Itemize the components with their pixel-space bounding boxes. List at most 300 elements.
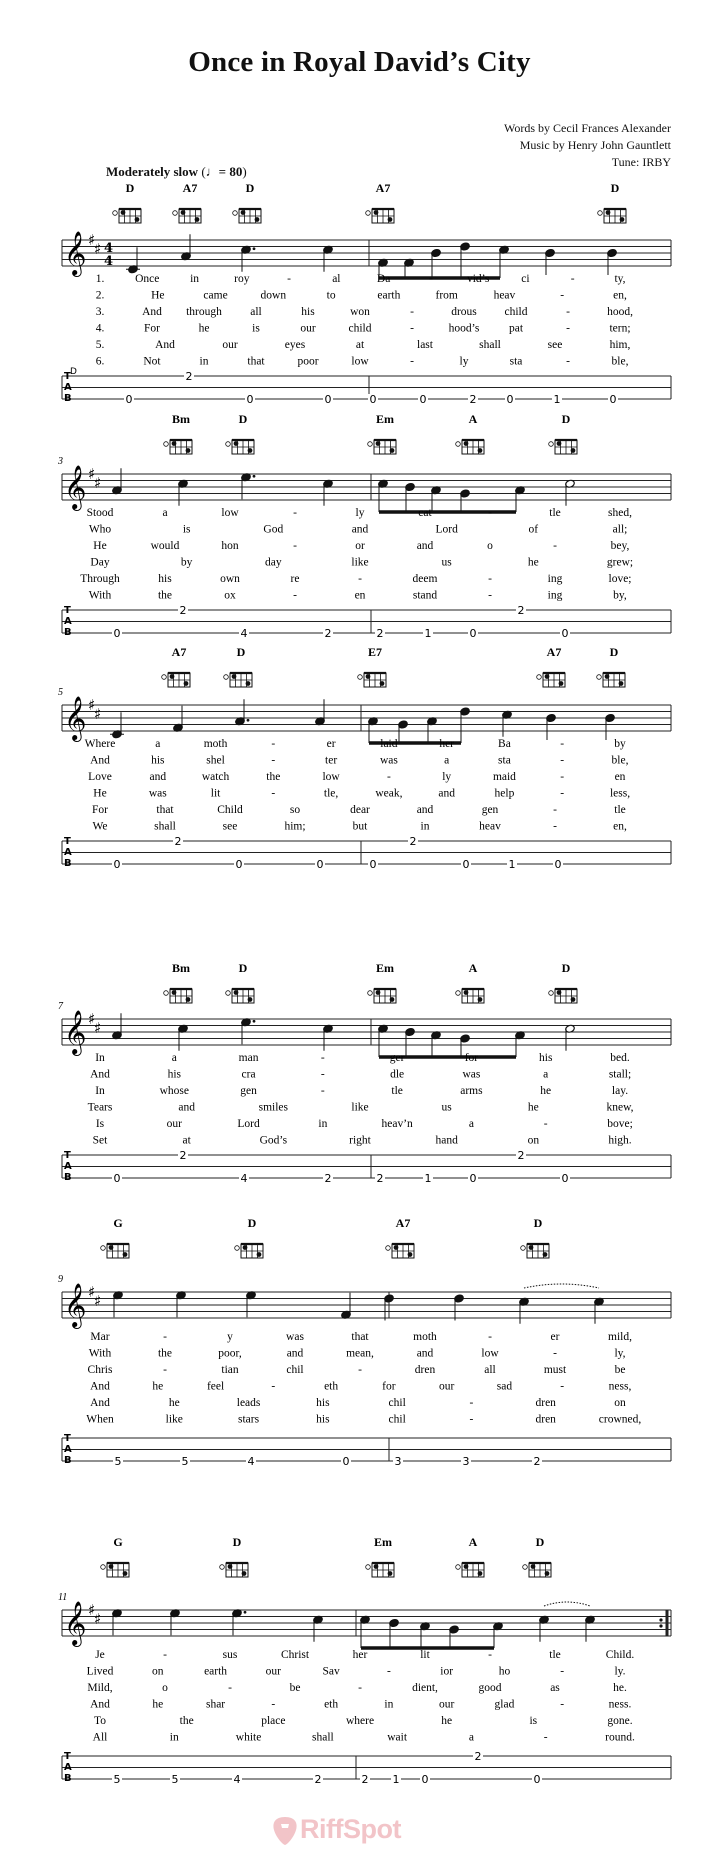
chord-dot-icon [234,990,239,995]
lyric-syllable: his [316,1413,330,1426]
lyric-syllable: as [550,1682,560,1694]
lyric-syllable: vid’s [466,273,490,285]
chord-dot-icon [195,217,200,222]
chord-dot-icon [376,990,381,995]
lyric-syllable: child [504,306,528,318]
tab-label-a: A [64,1161,72,1172]
tab-fret-number: 5 [113,1773,121,1786]
lyric-syllable: wait [387,1731,408,1744]
lyric-syllable: child [348,322,372,335]
lyric-syllable: - [287,273,292,285]
lyric-syllable: weak, [375,787,403,800]
measure-number: 7 [58,1001,63,1012]
chord-name: D [245,181,255,195]
lyric-syllable: heav [493,289,516,302]
lyric-syllable: low [481,1347,499,1360]
tab-label-a: A [64,1762,72,1773]
lyric-syllable: cat [418,507,432,519]
lyric-syllable: in [318,1118,328,1130]
tab-label-a: A [64,382,72,393]
lyric-syllable: he [152,1380,164,1393]
lyric-syllable: in [190,273,200,285]
lyric-syllable: by, [613,589,627,602]
lyric-syllable: Lord [435,523,458,536]
lyric-syllable: - [560,1380,565,1393]
tab-label-t: T [64,1751,71,1762]
tab-fret-number: 0 [554,858,562,871]
tab-fret-number: 3 [462,1455,470,1468]
lyric-syllable: was [148,787,167,800]
lyric-syllable: dient, [412,1682,438,1694]
open-string-icon [537,675,542,680]
lyric-syllable: ior [440,1665,454,1678]
lyric-syllable: the [157,589,173,602]
open-string-icon [226,442,231,447]
lyric-syllable: his [158,573,172,585]
lyric-syllable: He [93,540,107,552]
open-string-icon [235,1246,240,1251]
open-string-icon [523,1565,528,1570]
lyric-syllable: by [180,556,193,569]
tuning-label: D [70,367,77,377]
chord-name: D [533,1216,543,1230]
open-string-icon [368,991,373,996]
tab-fret-number: 0 [469,1172,477,1185]
chord-dot-icon [571,448,576,453]
lyric-syllable: dear [350,804,370,816]
lyric-syllable: at [355,339,365,351]
lyric-syllable: her [439,738,455,750]
dot-icon [253,247,256,250]
lyric-syllable: Once [135,273,160,285]
tab-fret-number: 5 [171,1773,179,1786]
lyric-syllable: For [92,804,108,816]
words-credit: Words by Cecil Frances Alexander [504,121,671,135]
lyric-syllable: God’s [259,1134,288,1147]
tab-fret-number: 0 [342,1455,350,1468]
chord-dot-icon [557,441,562,446]
lyric-syllable: a [162,507,168,519]
open-string-icon [366,1565,371,1570]
lyric-syllable: deem [412,573,438,585]
lyric-syllable: and [438,787,455,800]
lyric-syllable: shar [205,1698,226,1711]
lyric-syllable: - [566,306,570,318]
lyric-syllable: man [238,1052,259,1064]
open-string-icon [164,991,169,996]
lyric-syllable: on [152,1665,164,1678]
lyric-syllable: heav’n [381,1118,413,1130]
lyric-syllable: - [293,507,297,519]
lyric-syllable: his [151,754,165,767]
lyric-syllable: at [182,1134,191,1147]
slur [524,1284,599,1288]
lyric-syllable: must [543,1364,567,1376]
lyric-syllable: help [494,787,515,800]
lyric-syllable: dren [414,1364,436,1376]
lyric-syllable: he [168,1397,180,1409]
lyric-syllable: - [488,589,492,602]
tempo-marking: Moderately slow (♩= 80) [106,164,247,179]
lyric-syllable: - [228,1682,232,1694]
chord-name: Bm [172,412,190,426]
chord-dot-icon [374,1564,379,1569]
lyric-syllable: - [560,1665,565,1678]
lyric-syllable: his [167,1068,181,1081]
lyric-syllable: our [166,1118,182,1130]
lyric-syllable: see [222,820,238,833]
lyric-syllable: shel [206,754,225,767]
lyric-syllable: on [527,1134,540,1147]
lyric-syllable: en [354,589,366,602]
lyric-syllable: place [261,1715,286,1727]
tab-fret-number: 2 [517,604,525,617]
lyric-syllable: came [203,289,228,302]
lyric-syllable: dren [535,1413,556,1426]
lyric-syllable: that [351,1331,369,1343]
tab-fret-number: 1 [424,627,432,640]
lyric-syllable: all [250,306,262,318]
lyric-syllable: eth [324,1698,339,1711]
lyric-syllable: hand [435,1134,458,1147]
lyric-syllable: y [227,1331,233,1343]
tab-fret-number: 2 [361,1773,369,1786]
chord-dot-icon [123,1252,128,1257]
lyric-syllable: shall [479,339,501,351]
lyric-syllable: Love [88,771,112,783]
tab-fret-number: 2 [517,1149,525,1162]
lyric-syllable: - [410,306,414,318]
tab-fret-number: 0 [369,858,377,871]
lyric-syllable: our [222,339,238,351]
lyric-syllable: leads [236,1397,261,1409]
lyric-syllable: maid [492,771,516,783]
lyric-syllable: - [163,1331,167,1343]
tab-label-t: T [64,836,71,847]
chord-name: D [238,412,248,426]
lyric-syllable: And [90,1068,110,1081]
tab-fret-number: 5 [114,1455,122,1468]
treble-clef-icon: 𝄞 [64,696,87,740]
lyric-syllable: - [553,1347,557,1360]
lyric-syllable: shed, [608,507,632,519]
lyric-syllable: - [271,738,276,750]
tab-fret-number: 0 [561,1172,569,1185]
lyric-syllable: God [263,523,284,536]
logo-text: RiffSpot [300,1814,401,1844]
chord-dot-icon [121,210,126,215]
repeat-dot-icon [659,1618,662,1621]
sharp-f-icon: ♯ [88,1601,96,1619]
tab-label-b: B [64,1773,72,1784]
lyric-syllable: shall [154,820,176,833]
lyric-syllable: be [289,1682,301,1694]
lyric-syllable: - [358,1364,362,1376]
open-string-icon [101,1246,106,1251]
tab-label-b: B [64,858,72,869]
chord-name: D [535,1535,545,1549]
chord-dot-icon [559,681,564,686]
lyric-syllable: - [488,507,492,519]
chord-dot-icon [376,441,381,446]
open-string-icon [456,442,461,447]
chord-dot-icon [606,210,611,215]
tempo-bpm: = 80 [218,164,243,179]
chord-dot-icon [248,997,253,1002]
lyric-syllable: Who [88,523,112,536]
lyric-syllable: was [462,1068,481,1081]
lyric-syllable: For [144,322,160,335]
lyric-syllable: mean, [346,1347,374,1360]
tab-fret-number: 0 [561,627,569,640]
lyric-syllable: Day [90,556,110,569]
quarter-note-icon: (♩ [201,164,219,179]
lyric-syllable: the [157,1347,173,1360]
open-string-icon [233,211,238,216]
lyric-syllable: ing [547,589,563,602]
lyric-syllable: he [441,1715,453,1727]
chord-dot-icon [478,1571,483,1576]
lyric-syllable: ly. [614,1665,626,1678]
repeat-dot-icon [659,1624,662,1627]
chord-name: D [232,1535,242,1549]
lyric-syllable: his [539,1052,553,1064]
tab-fret-number: 2 [179,1149,187,1162]
lyric-syllable: his [316,1397,330,1409]
tab-fret-number: 2 [179,604,187,617]
lyric-syllable: And [90,754,110,767]
lyric-syllable: us [441,1101,452,1114]
lyric-syllable: sad [496,1380,513,1393]
lyric-syllable: from [435,289,458,302]
lyric-syllable: Set [92,1134,108,1147]
lyric-syllable: stand [412,589,438,602]
chord-dot-icon [380,681,385,686]
lyric-syllable: chil [286,1364,304,1376]
lyric-syllable: a [155,738,161,750]
lyric-syllable: like [351,556,369,569]
sharp-f-icon: ♯ [88,696,96,714]
lyric-syllable: ing [547,573,563,585]
lyric-syllable: moth [413,1331,437,1343]
riffspot-logo [272,1814,401,1846]
tab-fret-number: 0 [462,858,470,871]
open-string-icon [101,1565,106,1570]
lyric-syllable: 6. [95,355,105,368]
lyric-syllable: in [420,820,430,833]
lyric-syllable: ly [459,355,469,368]
lyric-syllable: stall; [608,1068,632,1081]
open-string-icon [224,675,229,680]
lyric-syllable: he. [613,1682,627,1694]
lyric-syllable: bey, [610,540,630,552]
lyric-syllable: lit [420,1649,430,1661]
tab-label-t: T [64,371,71,382]
open-string-icon [456,1565,461,1570]
chord-dot-icon [464,1564,469,1569]
lyric-syllable: and [178,1101,195,1114]
lyric-syllable: our [438,1380,455,1393]
lyric-syllable: All [92,1731,108,1744]
lyric-syllable: lit [210,787,221,800]
lyric-syllable: bove; [607,1118,633,1130]
lyric-syllable: In [95,1085,105,1097]
time-sig-top: 4 [104,241,114,256]
tab-label-a: A [64,616,72,627]
lyric-syllable: and [416,540,434,552]
lyric-syllable: hood, [607,306,633,318]
chord-dot-icon [246,681,251,686]
chord-name: D [247,1216,257,1230]
lyric-syllable: Mild, [87,1682,113,1694]
open-string-icon [366,211,371,216]
lyric-syllable: like [351,1101,369,1114]
open-string-icon [456,991,461,996]
chord-dot-icon [388,217,393,222]
lyric-syllable: Je [95,1649,105,1661]
treble-clef-icon: 𝄞 [64,1010,87,1054]
chord-dot-icon [241,210,246,215]
tab-label-t: T [64,1150,71,1161]
lyric-syllable: - [553,804,557,816]
lyric-syllable: like [165,1413,183,1426]
lyric-syllable: is [529,1715,538,1727]
lyric-syllable: he [540,1085,552,1097]
chord-dot-icon [109,1245,114,1250]
lyric-syllable: dren [535,1397,556,1409]
chord-name: D [238,961,248,975]
chord-name: A [468,1535,478,1549]
lyric-syllable: en, [613,289,627,302]
lyric-syllable: Lived [86,1665,114,1678]
lyric-syllable: crowned, [598,1413,642,1426]
tab-fret-number: 2 [376,1172,384,1185]
lyric-syllable: - [410,322,414,335]
lyric-syllable: for [382,1380,396,1393]
lyric-syllable: stars [238,1413,260,1426]
tab-fret-number: 0 [113,627,121,640]
lyric-syllable: sta [498,754,511,767]
tab-fret-number: 0 [316,858,324,871]
lyric-syllable: Where [84,738,116,750]
lyric-syllable: - [553,540,557,552]
lyric-syllable: poor, [218,1347,242,1360]
lyric-syllable: all [484,1364,496,1376]
lyric-syllable: a [444,754,450,767]
lyric-syllable: - [163,1364,167,1376]
chord-name: D [125,181,135,195]
lyric-syllable: ble, [611,355,629,368]
lyric-syllable: 2. [95,289,105,302]
lyric-syllable: With [88,1347,112,1360]
tab-fret-number: 2 [474,1750,482,1763]
lyric-syllable: Lord [237,1118,260,1130]
chord-dot-icon [545,1571,550,1576]
lyric-syllable: When [86,1413,114,1426]
treble-clef-icon: 𝄞 [64,1601,87,1645]
lyric-syllable: chil [388,1397,406,1409]
lyric-syllable: low [351,355,369,368]
chord-dot-icon [557,990,562,995]
lyric-syllable: round. [605,1731,635,1744]
lyric-syllable: eyes [284,339,306,351]
tab-fret-number: 0 [609,393,617,406]
lyric-syllable: - [163,1649,167,1661]
lyric-syllable: eth [324,1380,339,1393]
lyric-syllable: was [379,754,398,767]
lyric-syllable: - [560,1698,565,1711]
lyric-syllable: hood’s [448,322,480,335]
chord-name: D [561,961,571,975]
chord-dot-icon [186,448,191,453]
tab-label-b: B [64,1172,72,1183]
lyric-syllable: ble, [611,754,629,767]
lyric-syllable: - [469,1397,474,1409]
chord-name: D [609,645,619,659]
lyric-syllable: gen [240,1085,257,1097]
lyric-syllable: al [332,273,341,285]
open-string-icon [597,675,602,680]
chord-dot-icon [135,217,140,222]
tab-label-t: T [64,605,71,616]
lyric-syllable: the [179,1715,194,1727]
lyric-syllable: or [355,540,365,552]
chord-name: D [236,645,246,659]
lyric-syllable: our [300,322,316,335]
lyric-syllable: but [352,820,368,833]
lyric-syllable: him; [284,820,306,833]
lyric-syllable: a [543,1068,549,1081]
lyric-syllable: - [560,738,565,750]
lyric-syllable: tle [391,1085,403,1097]
dot-icon [253,1020,256,1023]
lyric-syllable: so [289,804,301,816]
tab-fret-number: 4 [240,627,248,640]
tab-label-a: A [64,1444,72,1455]
lyric-syllable: - [386,1665,391,1678]
lyric-syllable: - [560,754,565,767]
lyric-syllable: watch [201,771,230,783]
lyric-syllable: - [488,573,492,585]
lyric-syllable: tle [549,507,561,519]
tab-fret-number: 0 [419,393,427,406]
lyric-syllable: poor [297,355,319,368]
chord-name: A [468,412,478,426]
lyric-syllable: down [260,289,287,302]
lyric-syllable: hon [221,540,239,552]
lyric-syllable: - [386,771,391,783]
lyric-syllable: Ba [498,738,511,750]
tab-fret-number: 1 [553,393,561,406]
sharp-c-icon: ♯ [94,1610,102,1628]
tab-fret-number: 5 [181,1455,189,1468]
lyric-syllable: ox [224,589,236,602]
chord-dot-icon [228,1564,233,1569]
lyric-syllable: right [349,1134,371,1147]
chord-dot-icon [545,674,550,679]
chord-name: D [610,181,620,195]
lyric-syllable: tle [549,1649,561,1661]
chord-name: E7 [367,645,383,659]
tab-fret-number: 4 [240,1172,248,1185]
lyric-syllable: knew, [606,1101,634,1114]
system-6 [58,1535,671,1786]
lyric-syllable: - [543,1118,548,1130]
tab-fret-number: 0 [324,393,332,406]
lyric-syllable: And [142,306,162,318]
lyric-syllable: - [410,355,414,368]
lyric-syllable: o [487,540,493,552]
